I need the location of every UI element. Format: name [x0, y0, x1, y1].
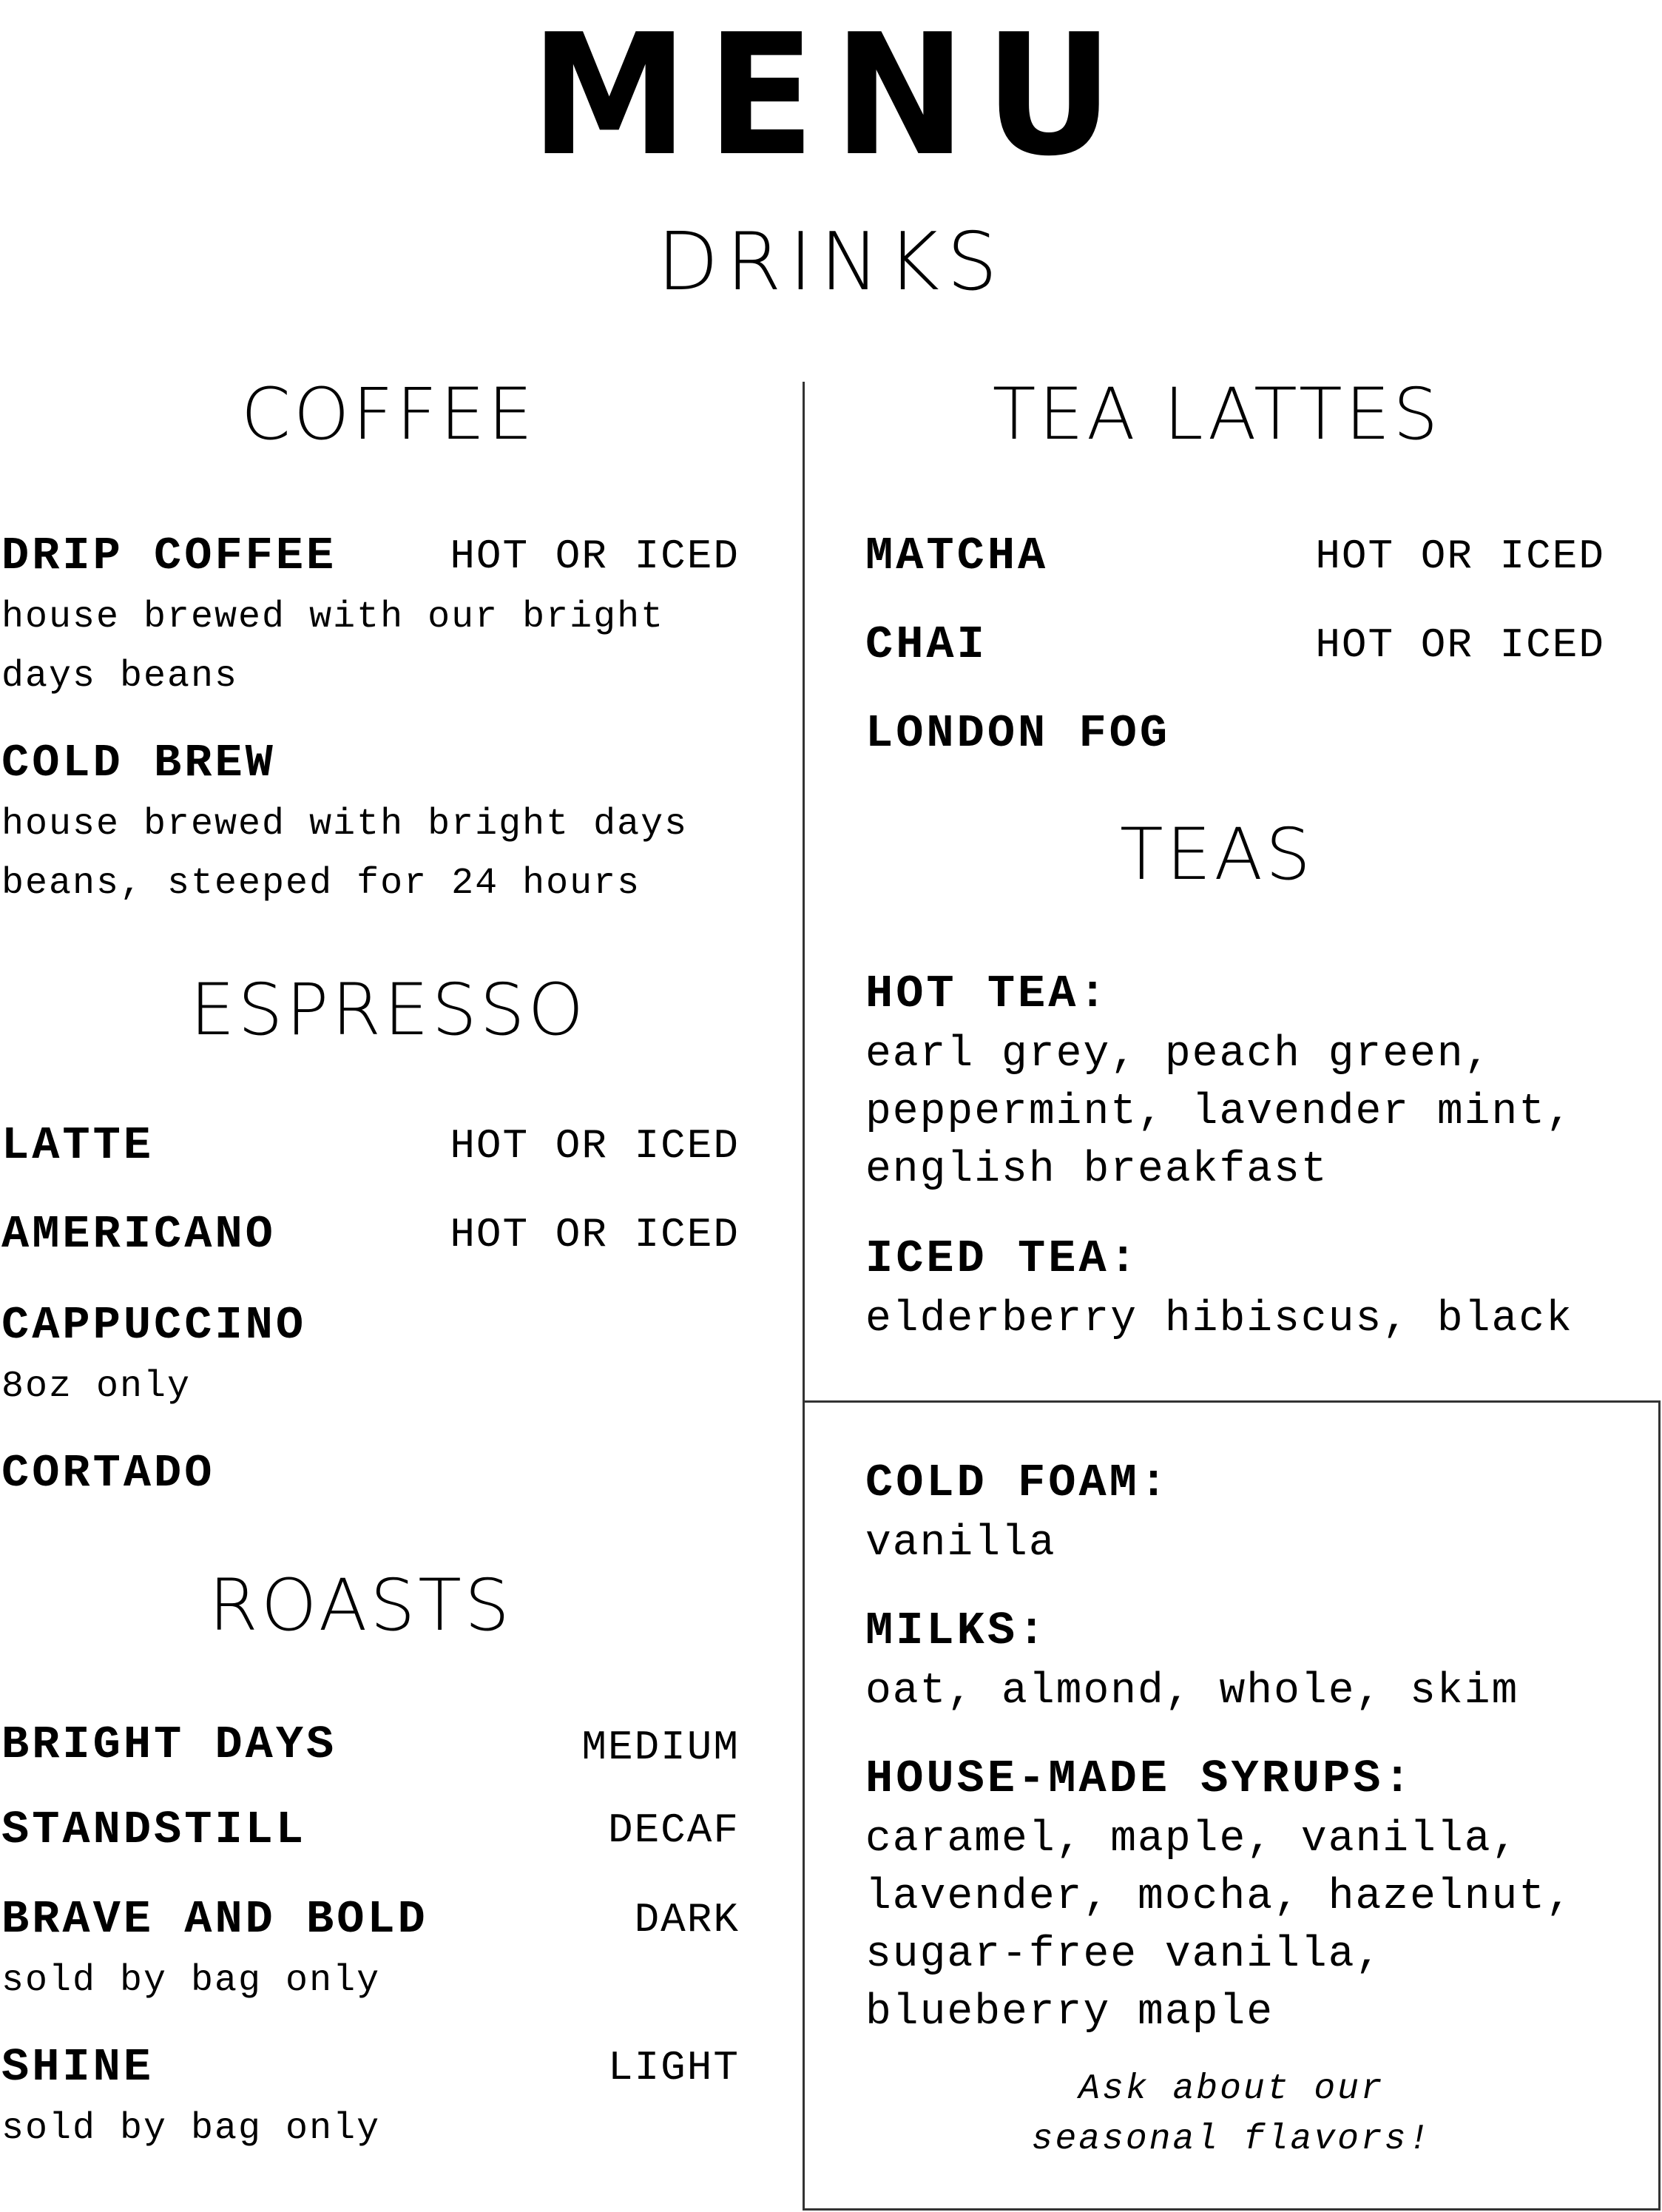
milks-line1: oat, almond, whole, skim: [865, 1668, 1519, 1716]
bright-days-name: BRIGHT DAYS: [1, 1719, 337, 1771]
cold-brew-name: COLD BREW: [1, 737, 276, 789]
cold-foam-line1: vanilla: [865, 1520, 1056, 1568]
espresso-section-title: ESPRESSO: [189, 968, 587, 1051]
chai-name: CHAI: [865, 618, 987, 671]
matcha-name: MATCHA: [865, 530, 1049, 582]
cold-brew-desc-line2: beans, steeped for 24 hours: [1, 863, 641, 905]
hot-tea-line3: english breakfast: [865, 1146, 1328, 1194]
cold-brew-desc-line1: house brewed with bright days: [1, 803, 689, 846]
shine-roast-level: LIGHT: [607, 2044, 740, 2091]
americano-option: HOT OR ICED: [450, 1211, 740, 1258]
iced-tea-line1: elderberry hibiscus, black: [865, 1295, 1573, 1343]
hot-tea-line2: peppermint, lavender mint,: [865, 1088, 1573, 1136]
hot-tea-label: HOT TEA:: [865, 968, 1109, 1020]
brave-and-bold-name: BRAVE AND BOLD: [1, 1893, 428, 1946]
teas-section-title: TEAS: [1120, 813, 1314, 896]
column-divider: [803, 382, 805, 1403]
tea-lattes-section-title: TEA LATTES: [992, 373, 1442, 456]
menu-title: MENU: [530, 0, 1132, 193]
brave-and-bold-roast-level: DARK: [634, 1896, 740, 1943]
latte-option: HOT OR ICED: [450, 1122, 740, 1170]
london-fog-name: LONDON FOG: [865, 707, 1171, 760]
syrups-line4: blueberry maple: [865, 1989, 1274, 2037]
drip-coffee-option: HOT OR ICED: [450, 533, 740, 580]
brave-and-bold-desc: sold by bag only: [1, 1960, 381, 2002]
drip-coffee-desc-line1: house brewed with our bright: [1, 596, 665, 638]
shine-name: SHINE: [1, 2041, 155, 2094]
syrups-line2: lavender, mocha, hazelnut,: [865, 1873, 1573, 1921]
latte-name: LATTE: [1, 1119, 155, 1172]
drinks-subtitle: DRINKS: [657, 216, 1005, 308]
cappuccino-desc: 8oz only: [1, 1366, 192, 1408]
coffee-section-title: COFFEE: [240, 373, 536, 456]
milks-label: MILKS:: [865, 1605, 1049, 1657]
seasonal-note-line1: Ask about our: [1078, 2069, 1385, 2109]
seasonal-note-line2: seasonal flavors!: [1031, 2120, 1432, 2159]
syrups-label: HOUSE-MADE SYRUPS:: [865, 1753, 1414, 1805]
drip-coffee-desc-line2: days beans: [1, 655, 239, 698]
iced-tea-label: ICED TEA:: [865, 1233, 1140, 1285]
chai-option: HOT OR ICED: [1315, 621, 1605, 669]
standstill-roast-level: DECAF: [607, 1807, 740, 1854]
hot-tea-line1: earl grey, peach green,: [865, 1031, 1492, 1079]
syrups-line1: caramel, maple, vanilla,: [865, 1815, 1519, 1864]
cold-foam-label: COLD FOAM:: [865, 1457, 1171, 1509]
bright-days-roast-level: MEDIUM: [581, 1724, 740, 1771]
drip-coffee-name: DRIP COFFEE: [1, 530, 337, 582]
shine-desc: sold by bag only: [1, 2108, 381, 2150]
cappuccino-name: CAPPUCCINO: [1, 1299, 307, 1352]
cortado-name: CORTADO: [1, 1447, 215, 1500]
matcha-option: HOT OR ICED: [1315, 533, 1605, 580]
standstill-name: STANDSTILL: [1, 1804, 307, 1856]
syrups-line3: sugar-free vanilla,: [865, 1931, 1383, 1979]
roasts-section-title: ROASTS: [209, 1564, 513, 1647]
seasonal-note: [806, 2064, 1657, 2165]
americano-name: AMERICANO: [1, 1208, 276, 1261]
